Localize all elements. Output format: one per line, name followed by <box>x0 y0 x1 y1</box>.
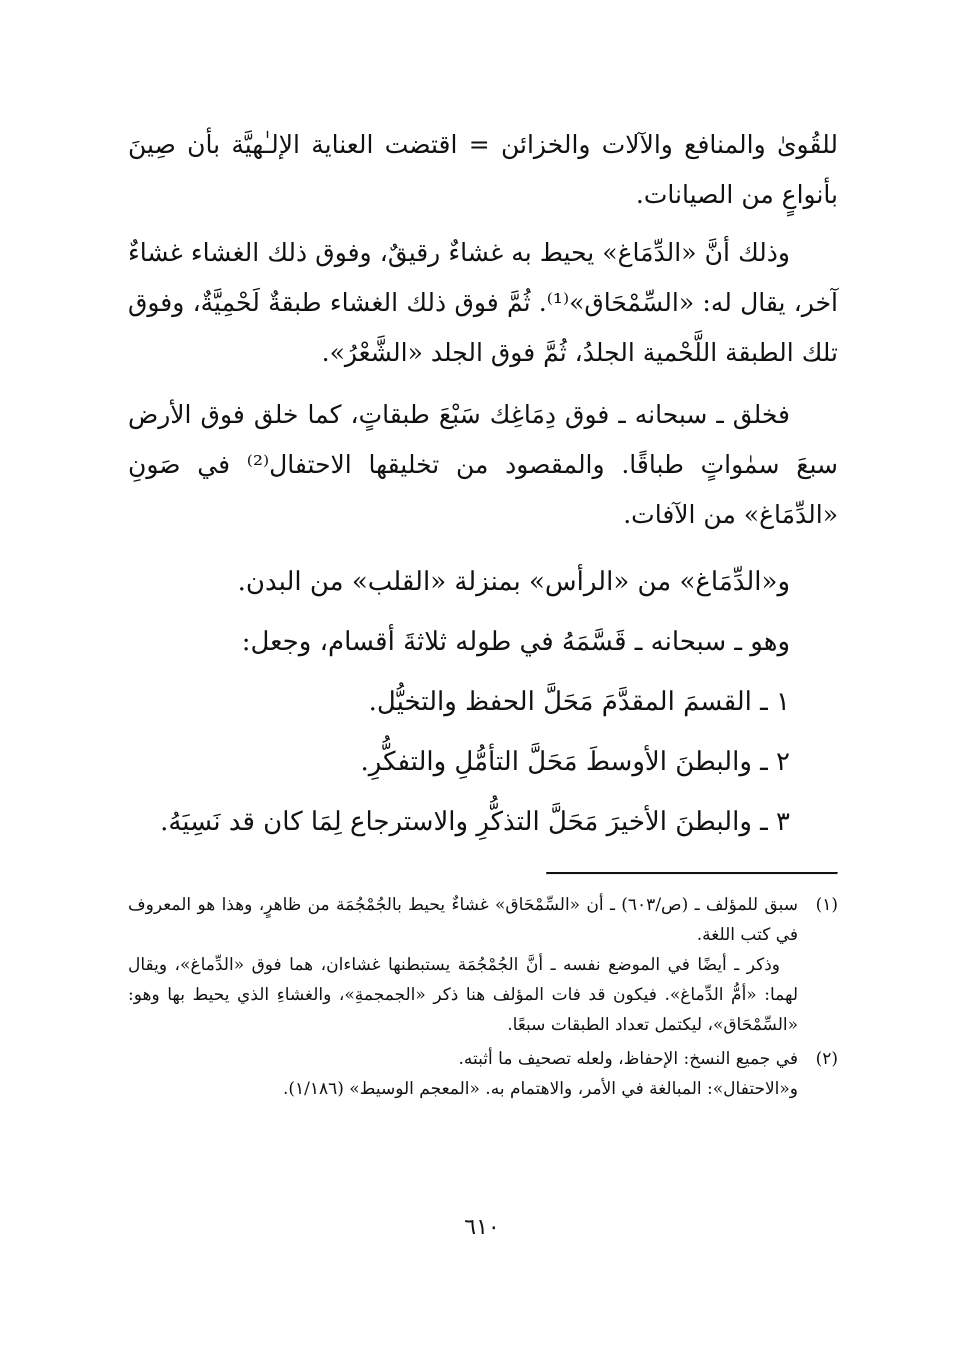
footnote-1 <box>128 890 838 1040</box>
footnote-line: و«الاحتفال»: المبالغة في الأمر، والاهتمام به. «المعجم الوسيط» (١/١٨٦). <box>282 1079 798 1099</box>
paragraph-4: و«الدِّمَاغ» من «الرأس» بمنزلة «القلب» من البدن. <box>237 567 790 597</box>
footnote-line: سبق للمؤلف ـ (ص/٦٠٣) ـ أن «السِّمْحَاق» غشاءٌ يحيط بالجُمْجُمَة من ظاهرٍ، وهذا هو المعروف في كتب اللغة. <box>128 895 798 945</box>
footnote-line: في جميع النسخ: الإحفاظ، ولعله تصحيف ما أثبته. <box>458 1049 798 1069</box>
footnote-line: وذكر ـ أيضًا في الموضع نفسه ـ أنَّ الجُمْجُمَة يستبطنها غشاءان، هما فوق «الدِّماغ»، ويقال لهما: «أمُّ الدِّماغ». فيكون قد فات المؤلف هنا ذكر «الجمجمةِ»، والغشاءِ الذي يحيط بها وهو: «السِّمْحَاق»، ليكتمل تعداد الطبقات سبعًا. <box>128 955 798 1035</box>
footnote-number: (١) <box>815 895 838 915</box>
list-item-1: ١ ـ القسمَ المقدَّمَ مَحَلَّ الحفظ والتخيُّل. <box>368 687 790 717</box>
list-item-3: ٣ ـ والبطنَ الأخيرَ مَحَلَّ التذكُّرِ والاسترجاع لِمَا كان قد نَسِيَهُ. <box>160 807 790 837</box>
page-content <box>128 120 838 1340</box>
list-item-2: ٢ ـ والبطنَ الأوسطَ مَحَلَّ التأمُّلِ والتفكُّرِ. <box>360 747 790 777</box>
footnote-2 <box>128 1044 838 1104</box>
footnote-number: (٢) <box>815 1049 838 1069</box>
page-number: ٦١٠ <box>464 1215 500 1240</box>
footnote-body <box>128 890 798 1040</box>
footnotes <box>128 890 838 1104</box>
footnote-body <box>128 1044 798 1104</box>
footnote-separator <box>546 872 838 875</box>
paragraph-5: وهو ـ سبحانه ـ قَسَّمَهُ في طوله ثلاثةَ أقسام، وجعل: <box>241 627 790 657</box>
paragraph-2: وذلك أنَّ «الدِّمَاغ» يحيط به غشاءٌ رقيقٌ، وفوق ذلك الغشاء غشاءٌ آخر، يقال له: «السِّمْحَاق»⁽¹⁾. ثُمَّ فوق ذلك الغشاء طبقةٌ لَحْمِيَّةٌ، وفوق تلك الطبقة اللَّحْمية الجلدُ، ثُمَّ فوق الجلد «الشَّعْرُ». <box>128 238 838 367</box>
paragraph-3: فخلق ـ سبحانه ـ فوق دِمَاغِك سَبْعَ طبقاتٍ، كما خلق فوق الأرض سبعَ سمٰواتٍ طباقًا. والمقصود من تخليقها الاحتفال⁽²⁾ في صَونِ «الدِّمَاغ» من الآفات. <box>128 400 838 529</box>
paragraph-1: للقُوىٰ والمنافع والآلات والخزائن = اقتضت العناية الإلـٰهيَّة بأن صِينَ بأنواعٍ من الصيانات. <box>128 130 838 209</box>
